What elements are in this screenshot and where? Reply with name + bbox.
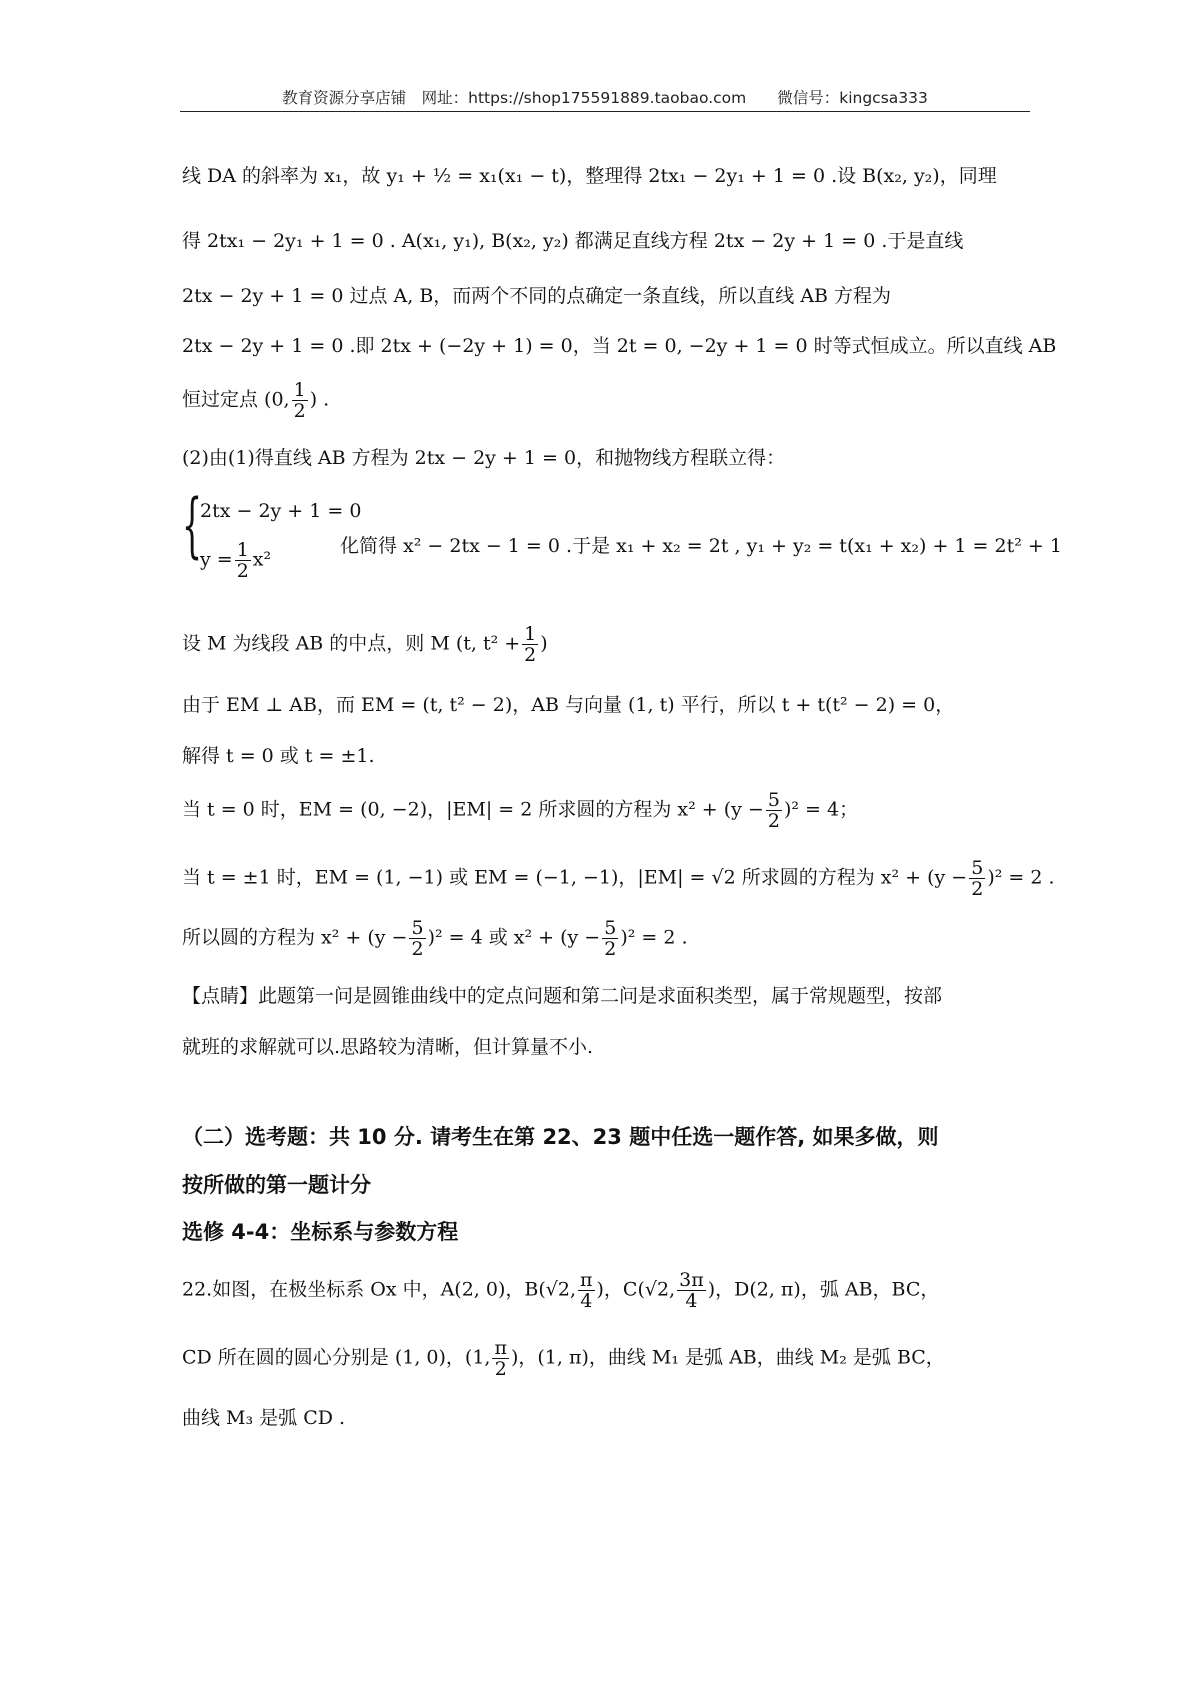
fraction bbox=[492, 1338, 509, 1379]
text-line-7: 化简得 x² − 2tx − 1 = 0 .于是 x₁ + x₂ = 2t , y₁ + y₂ = t(x₁ + x₂) + 1 = 2t² + 1 bbox=[340, 535, 1062, 557]
text-line-6: (2)由(1)得直线 AB 方程为 2tx − 2y + 1 = 0，和抛物线方程联立得： bbox=[182, 447, 786, 469]
header-text: 教育资源分享店铺 网址：https://shop175591889.taobao.com 微信号：kingcsa333 bbox=[282, 89, 928, 107]
numerator: 5 bbox=[411, 917, 424, 939]
denominator: 2 bbox=[604, 938, 617, 960]
section-heading-1: （二）选考题：共 10 分. 请考生在第 22、23 题中任选一题作答, 如果多做，则 bbox=[182, 1125, 939, 1149]
line11-part-a: 当 t = 0 时，EM = (0, −2)，|EM| = 2 所求圆的方程为 x² + (y − bbox=[182, 798, 764, 821]
line12-part-a: 当 t = ±1 时，EM = (1, −1) 或 EM = (−1, −1)，|EM| = √2 所求圆的方程为 x² + (y − bbox=[182, 866, 968, 889]
numerator: 5 bbox=[604, 917, 617, 939]
text-line-14: 【点睛】此题第一问是圆锥曲线中的定点问题和第二问是求面积类型，属于常规题型，按部 bbox=[182, 985, 943, 1007]
section-heading-2: 按所做的第一题计分 bbox=[182, 1173, 371, 1197]
denominator: 2 bbox=[411, 938, 424, 960]
line13-part-c: )² = 2 . bbox=[620, 926, 688, 949]
denominator: 2 bbox=[767, 810, 780, 832]
text-line-12 bbox=[182, 858, 1055, 899]
system-brace: { bbox=[182, 484, 203, 566]
denominator: 2 bbox=[236, 560, 249, 582]
line13-part-b: )² = 4 或 x² + (y − bbox=[427, 926, 601, 949]
fraction bbox=[969, 858, 985, 899]
text-line-18: 曲线 M₃ 是弧 CD . bbox=[182, 1407, 346, 1429]
line11-part-b: )² = 4； bbox=[783, 798, 859, 821]
text-line-8 bbox=[182, 624, 548, 665]
section-heading-3: 选修 4-4：坐标系与参数方程 bbox=[182, 1220, 459, 1244]
text-line-11 bbox=[182, 790, 858, 831]
system-eq-1: 2tx − 2y + 1 = 0 bbox=[200, 500, 362, 522]
denominator: 2 bbox=[494, 1358, 507, 1380]
line5-part-a: 恒过定点 (0, bbox=[182, 388, 290, 411]
text-line-9: 由于 EM ⊥ AB，而 EM = (t, t² − 2)，AB 与向量 (1, t) 平行，所以 t + t(t² − 2) = 0， bbox=[182, 694, 955, 716]
text-line-5 bbox=[182, 380, 329, 421]
system-eq-2 bbox=[200, 540, 271, 581]
fraction bbox=[602, 918, 618, 959]
line5-part-b: ) . bbox=[309, 388, 330, 411]
text-line-4: 2tx − 2y + 1 = 0 .即 2tx + (−2y + 1) = 0，当 2t = 0, −2y + 1 = 0 时等式恒成立。所以直线 AB bbox=[182, 335, 1057, 357]
text-line-17 bbox=[182, 1338, 945, 1379]
numerator: π bbox=[580, 1269, 593, 1291]
numerator: 5 bbox=[971, 857, 984, 879]
line17-part-b: )，(1, π)，曲线 M₁ 是弧 AB，曲线 M₂ 是弧 BC， bbox=[510, 1346, 945, 1369]
line16-part-a: 22.如图，在极坐标系 Ox 中，A(2, 0)，B(√2, bbox=[182, 1278, 577, 1301]
fraction bbox=[292, 380, 308, 421]
text-line-16 bbox=[182, 1270, 939, 1311]
denominator: 4 bbox=[685, 1290, 698, 1312]
fraction bbox=[522, 624, 538, 665]
line12-part-b: )² = 2 . bbox=[987, 866, 1055, 889]
numerator: 1 bbox=[524, 623, 537, 645]
denominator: 2 bbox=[524, 644, 537, 666]
line17-part-a: CD 所在圆的圆心分别是 (1, 0)，(1, bbox=[182, 1346, 491, 1369]
sys2-part-b: x² bbox=[252, 548, 272, 571]
sys2-part-a: y = bbox=[200, 548, 233, 571]
text-line-1: 线 DA 的斜率为 x₁，故 y₁ + ½ = x₁(x₁ − t)，整理得 2tx₁ − 2y₁ + 1 = 0 .设 B(x₂, y₂)，同理 bbox=[182, 165, 997, 187]
text-line-10: 解得 t = 0 或 t = ±1. bbox=[182, 745, 375, 767]
fraction bbox=[766, 790, 782, 831]
numerator: 1 bbox=[293, 379, 306, 401]
line16-part-b: )，C(√2, bbox=[596, 1278, 676, 1301]
numerator: 3π bbox=[679, 1269, 704, 1291]
denominator: 2 bbox=[293, 400, 306, 422]
denominator: 4 bbox=[580, 1290, 593, 1312]
text-line-2: 得 2tx₁ − 2y₁ + 1 = 0 . A(x₁, y₁), B(x₂, y₂) 都满足直线方程 2tx − 2y + 1 = 0 .于是直线 bbox=[182, 230, 964, 252]
line8-part-b: ) bbox=[540, 632, 548, 655]
fraction bbox=[578, 1270, 595, 1311]
fraction bbox=[409, 918, 425, 959]
line13-part-a: 所以圆的方程为 x² + (y − bbox=[182, 926, 408, 949]
line8-part-a: 设 M 为线段 AB 的中点，则 M (t, t² + bbox=[182, 632, 521, 655]
fraction bbox=[677, 1270, 706, 1311]
fraction bbox=[235, 540, 251, 581]
numerator: 5 bbox=[767, 789, 780, 811]
line16-part-c: )，D(2, π)，弧 AB，BC， bbox=[707, 1278, 940, 1301]
text-line-3: 2tx − 2y + 1 = 0 过点 A, B，而两个不同的点确定一条直线，所以直线 AB 方程为 bbox=[182, 285, 892, 307]
text-line-13 bbox=[182, 918, 688, 959]
numerator: 1 bbox=[236, 539, 249, 561]
numerator: π bbox=[494, 1337, 507, 1359]
header-rule bbox=[180, 111, 1030, 112]
text-line-15: 就班的求解就可以.思路较为清晰，但计算量不小. bbox=[182, 1036, 594, 1058]
denominator: 2 bbox=[971, 878, 984, 900]
